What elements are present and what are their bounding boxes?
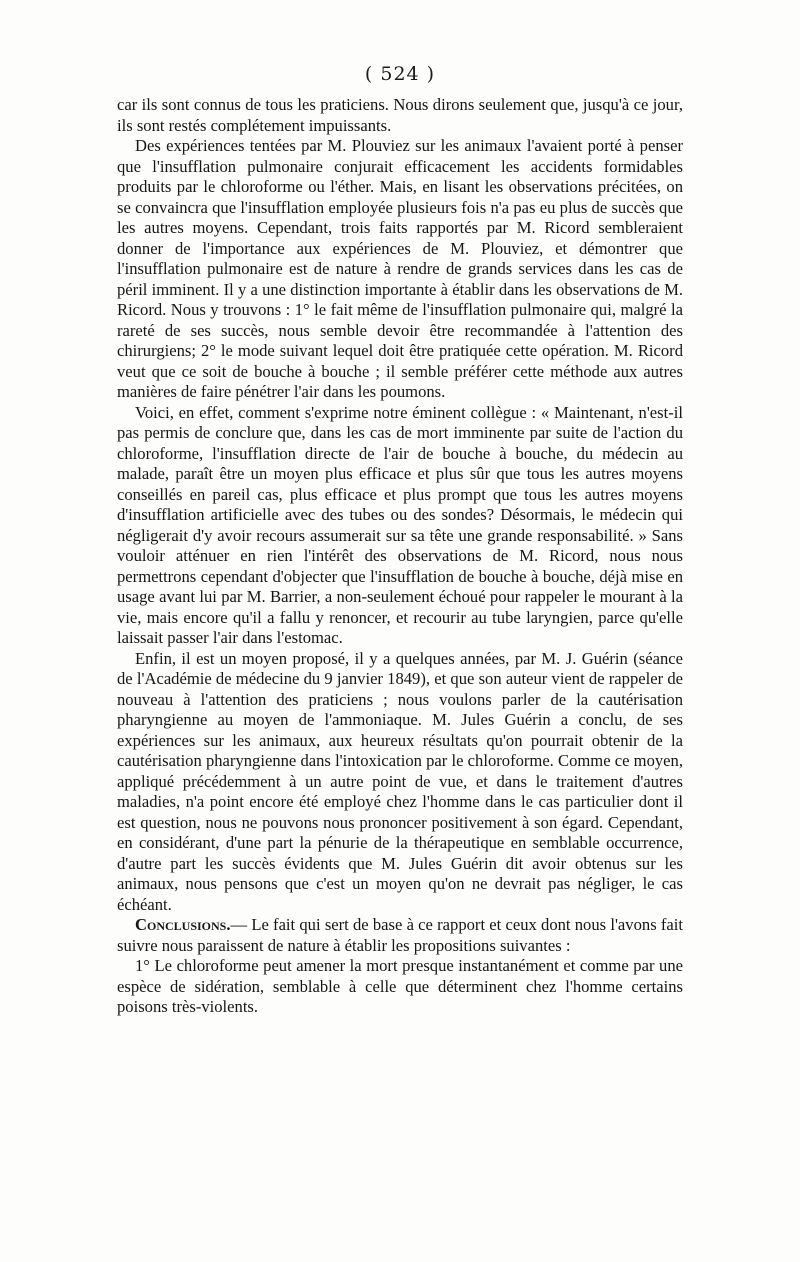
paragraph-plouviez-ricord: Des expériences tentées par M. Plouviez sur les animaux l'avaient porté à penser que l'insufflation pulmonaire conjurait efficacement les accidents formidables produits par le chloroforme ou l'éther. Mais, en lisant les observations précitées, on se convaincra que l'insufflation employée plusieurs fois n'a pas eu plus de succès que les autres moyens. Cependant, trois faits rapportés par M. Ricord sembleraient donner de l'importance aux expériences de M. Plouviez, et démontrer que l'insufflation pulmonaire est de nature à rendre de grands services dans les cas de péril imminent. Il y a une distinction importante à établir dans les observations de M. Ricord. Nous y trouvons : 1° le fait même de l'insufflation pulmonaire qui, malgré la rareté de ses succès, nous semble devoir être recommandée à l'attention des chirurgiens; 2° le mode suivant lequel doit être pratiquée cette opération. M. Ricord veut que ce soit de bouche à bouche ; il semble préférer cette méthode aux autres manières de faire pénétrer l'air dans les poumons. [117,136,683,401]
paragraph-ricord-quote: Voici, en effet, comment s'exprime notre éminent collègue : « Maintenant, n'est-il pas permis de conclure que, dans les cas de mort imminente par suite de l'action du chloroforme, l'insufflation directe de l'air de bouche à bouche, du médecin au malade, paraît être un moyen plus efficace et plus sûr que tous les autres moyens conseillés en pareil cas, plus efficace et plus prompt que tous les autres moyens d'insufflation artificielle avec des tubes ou des sondes? Désormais, le médecin qui négligerait d'y avoir recours assumerait sur sa tête une grande responsabilité. » Sans vouloir atténuer en rien l'intérêt des observations de M. Ricord, nous nous permettrons cependant d'objecter que l'insufflation de bouche à bouche, déjà mise en usage avant lui par M. Barrier, a non-seulement échoué pour rappeler le mourant à la vie, mais encore qu'il a fallu y renoncer, et recourir au tube laryngien, parce qu'elle laissait passer l'air dans l'estomac. [117,402,683,647]
paragraph-conclusions [117,915,683,956]
conclusions-heading: Conclusions. [135,915,231,934]
paragraph-guerin: Enfin, il est un moyen proposé, il y a quelques années, par M. J. Guérin (séance de l'Académie de médecine du 9 janvier 1849), et que son auteur vient de rappeler de nouveau à l'attention des praticiens ; nous voulons parler de la cautérisation pharyngienne au moyen de l'ammoniaque. M. Jules Guérin a conclu, de ses expériences sur les animaux, aux heureux résultats qu'on pourrait obtenir de la cautérisation pharyngienne dans l'intoxication par le chloroforme. Comme ce moyen, appliqué précédemment à un autre point de vue, et dans le traitement d'autres maladies, n'a point encore été employé chez l'homme dans le cas particulier dont il est question, nous ne pouvons nous prononcer positivement à son égard. Cependant, en considérant, d'une part la pénurie de la thérapeutique en semblable occurrence, d'autre part les succès évidents que M. Jules Guérin dit avoir obtenus sur les animaux, nous pensons que c'est un moyen qu'on ne devrait pas négliger, le cas échéant. [117,648,683,914]
conclusion-item-1: 1° Le chloroforme peut amener la mort presque instantanément et comme par une espèce de sidération, semblable à celle que déterminent chez l'homme certains poisons très-violents. [117,956,683,1016]
conclusions-text: — Le fait qui sert de base à ce rapport et ceux dont nous l'avons fait suivre nous paraissent de nature à établir les propositions suivantes : [117,915,683,955]
body-text [117,95,683,1018]
paragraph-continuation: car ils sont connus de tous les praticiens. Nous dirons seulement que, jusqu'à ce jour, ils sont restés complétement impuissants. [117,95,683,135]
page-number: ( 524 ) [364,63,436,85]
